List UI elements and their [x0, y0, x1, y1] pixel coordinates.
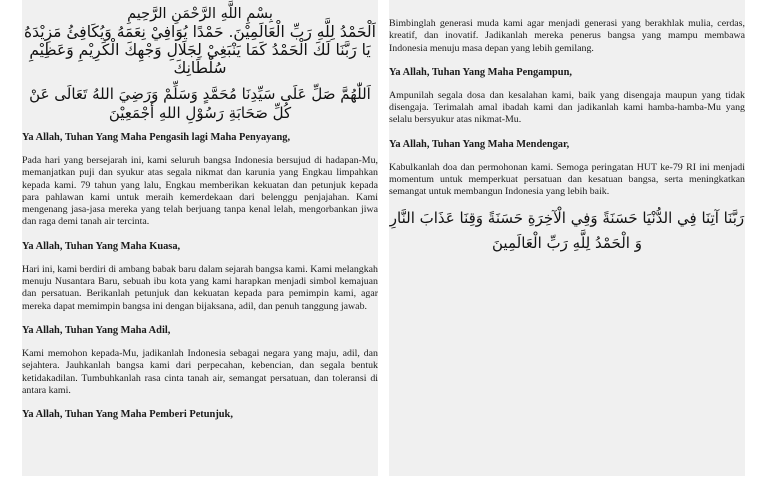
hamdalah-line-1: اَلْحَمْدُ لِلَّهِ رَبِّ الْعَالَمِيْنَ. حَمْدًا يُوَافِيْ نِعَمَهُ وَيُكَافِئُ مَزِيْدَهُ [24, 23, 376, 41]
prayer-heading-mendengar: Ya Allah, Tuhan Yang Maha Mendengar, [389, 138, 570, 150]
closing-prayer-line-2: وَ الْحَمْدُ لِلَّهِ رَبِّ الْعَالَمِينَ [492, 233, 642, 252]
prayer-heading-kuasa: Ya Allah, Tuhan Yang Maha Kuasa, [22, 240, 181, 252]
prayer-paragraph-4: Bimbinglah generasi muda kami agar menjadi generasi yang berakhlak mulia, cerdas, kreatif, dan inovatif. Jadikanlah mereka penerus bangsa yang mampu membawa Indonesia menuju masa depan yang lebih gemilang. [389, 18, 745, 54]
prayer-heading-pengasih: Ya Allah, Tuhan Yang Maha Pengasih lagi Maha Penyayang, [22, 132, 291, 143]
bismillah: بِسْمِ اللَّهِ الرَّحْمَنِ الرَّحِيمِ [127, 6, 273, 22]
prayer-heading-petunjuk: Ya Allah, Tuhan Yang Maha Pemberi Petunjuk, [22, 409, 233, 421]
right-column [389, 0, 745, 476]
prayer-paragraph-6: Kabulkanlah doa dan permohonan kami. Semoga peringatan HUT ke-79 RI ini menjadi momentum untuk memperkuat persatuan dan kesatuan bangsa, serta meningkatkan semangat untuk membangun Indonesia yang lebih baik. [389, 161, 745, 198]
prayer-paragraph-2: Hari ini, kami berdiri di ambang babak baru dalam sejarah bangsa kami. Kami melangkah menuju Nusantara Baru, sebuah ibu kota yang kami harapkan menjadi simbol kemajuan dan persatuan. Berikanlah petunjuk dan kekuatan kepada para pemimpin kami, agar mereka dapat memimpin bangsa ini dengan bijaksana, adil, dan penuh tanggung jawab. [22, 263, 378, 312]
left-column [22, 0, 378, 476]
shalawat-line-1: اَللّٰهُمَّ صَلِّ عَلَى سَيِّدِنَا مُحَمَّدٍ وَسَلِّمْ وَرَضِيَ اللهُ تَعَالَى عَنْ [29, 85, 371, 103]
hamdalah-line-3: سُلْطَانِكَ [173, 59, 227, 77]
prayer-heading-pengampun: Ya Allah, Tuhan Yang Maha Pengampun, [389, 66, 572, 78]
closing-prayer-line-1: رَبَّنَا آتِنَا فِي الدُّنْيَا حَسَنَةً وَفِي الْآخِرَةِ حَسَنَةً وَقِنَا عَذَابَ النَّارِ [389, 208, 745, 227]
prayer-paragraph-5: Ampunilah segala dosa dan kesalahan kami, baik yang disengaja maupun yang tidak disengaja. Terimalah amal ibadah kami dan jadikanlah kami hamba-hamba-Mu yang selalu bersyukur atas nikmat-Mu. [389, 89, 745, 126]
shalawat-line-2: كُلِّ صَحَابَةِ رَسُوْلِ اللهِ أَجْمَعِيْنَ [108, 104, 292, 122]
prayer-paragraph-3: Kami memohon kepada-Mu, jadikanlah Indonesia sebagai negara yang maju, adil, dan sejahtera. Jauhkanlah bangsa kami dari perpecahan, kebencian, dan segala bentuk ketidakadilan. Tumbuhkanlah rasa cinta tanah air, semangat persatuan, dan toleransi di antara kami. [22, 347, 378, 396]
prayer-heading-adil: Ya Allah, Tuhan Yang Maha Adil, [22, 324, 171, 336]
prayer-paragraph-1: Pada hari yang bersejarah ini, kami seluruh bangsa Indonesia bersujud di hadapan-Mu, memanjatkan puji dan syukur atas segala nikmat dan karunia yang Engkau limpahkan kepada kami. 79 tahun yang lalu, Engkau memberikan kekuatan dan petunjuk kepada para pahlawan kami untuk meraih kemerdekaan dari belenggu penjajahan. Kami mengenang jasa-jasa mereka yang telah berjuang tanpa kenal lelah, mengorbankan jiwa dan raga demi tanah air tercinta. [22, 155, 378, 228]
hamdalah-line-2: يَا رَبَّنَا لَكَ الْحَمْدُ كَمَا يَنْبَغِيْ لِجَلَالِ وَجْهِكَ الْكَرِيْمِ وَعَظِيْمِ [29, 41, 371, 59]
